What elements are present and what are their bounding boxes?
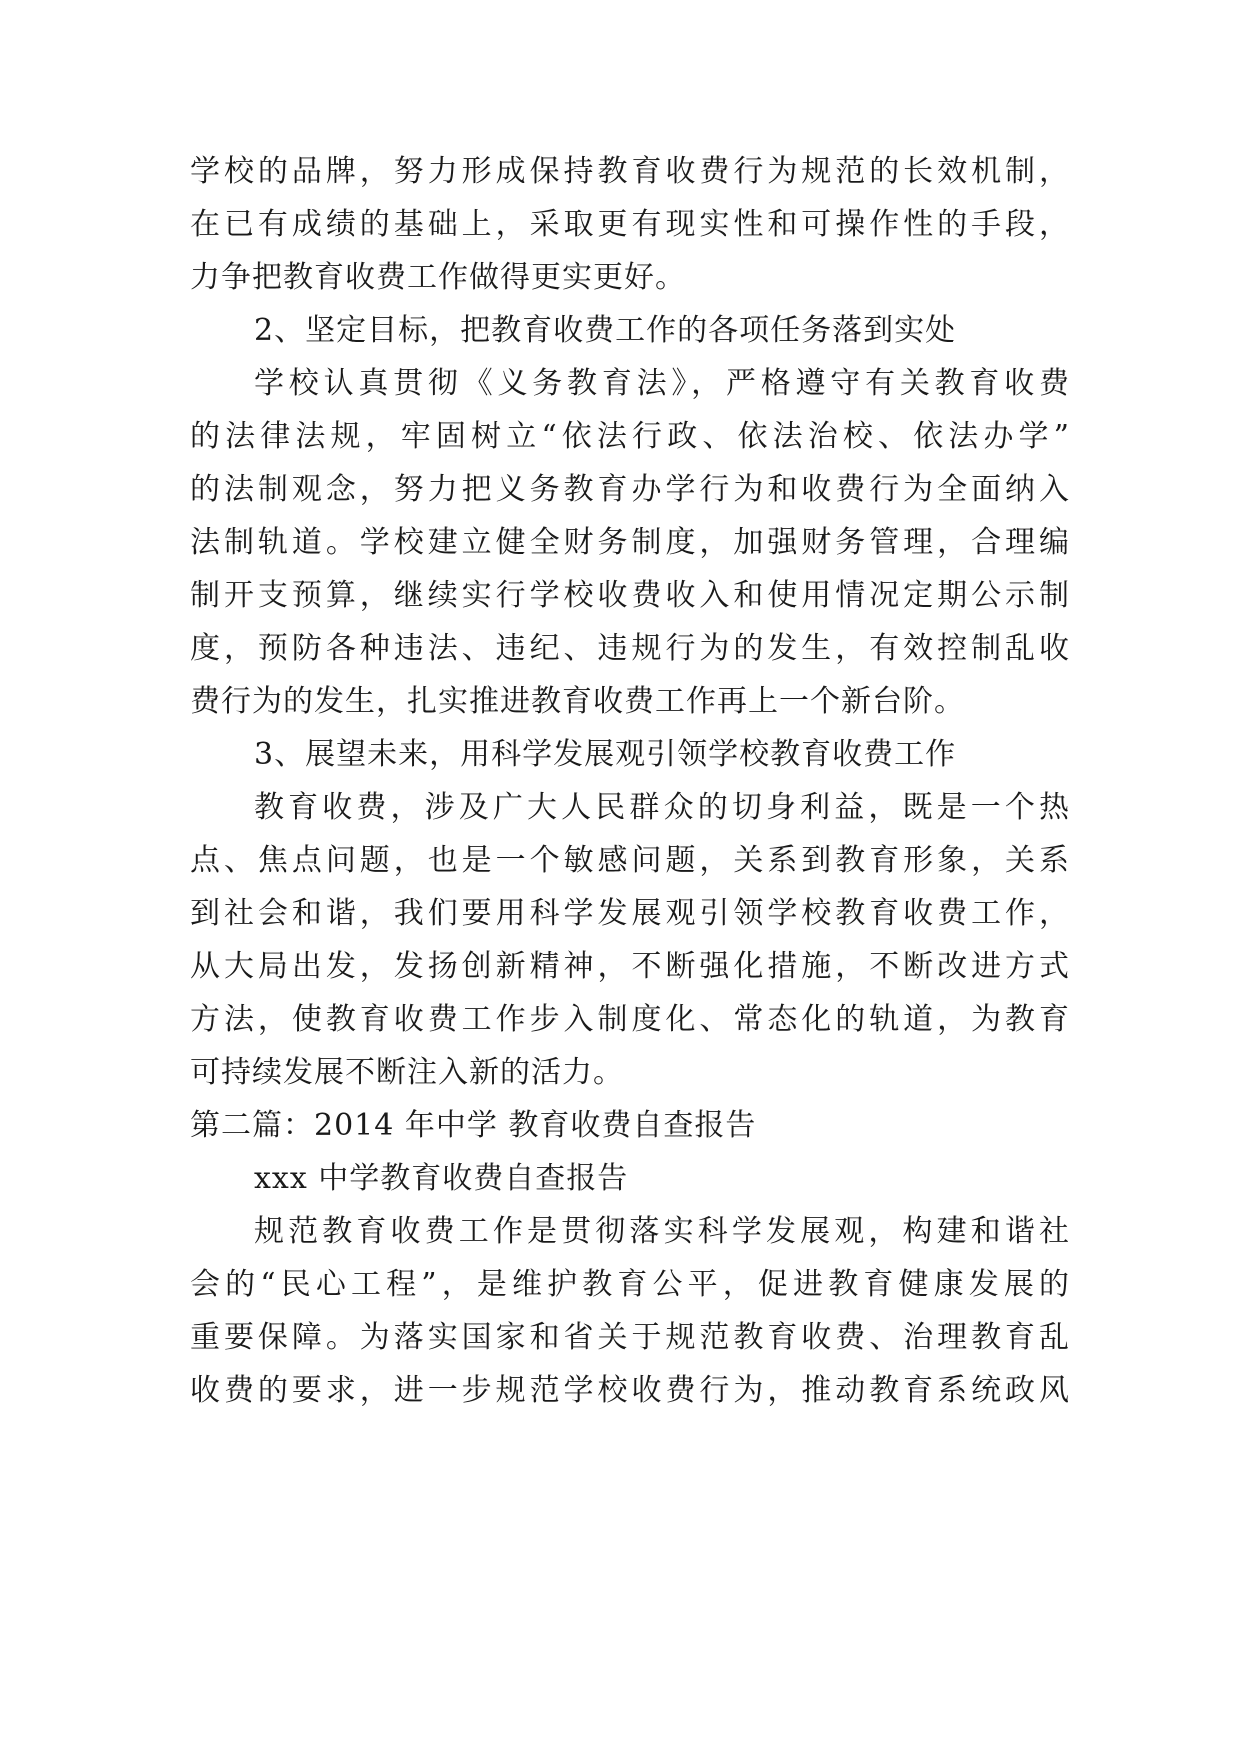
text-line: 收费的要求，进一步规范学校收费行为，推动教育系统政风	[190, 1373, 1070, 1408]
text-line: 制开支预算，继续实行学校收费收入和使用情况定期公示制	[190, 578, 1070, 613]
text-line: 的法律法规，牢固树立“依法行政、依法治校、依法办学”	[190, 419, 1070, 454]
text-line: 教育收费，涉及广大人民群众的切身利益，既是一个热	[254, 790, 1070, 825]
text-line: 到社会和谐，我们要用科学发展观引领学校教育收费工作，	[190, 896, 1070, 931]
text-line: 在已有成绩的基础上，采取更有现实性和可操作性的手段，	[190, 207, 1070, 242]
text-line: 度，预防各种违法、违纪、违规行为的发生，有效控制乱收	[190, 631, 1070, 666]
text-line: 点、焦点问题，也是一个敏感问题，关系到教育形象，关系	[190, 843, 1070, 878]
text-line: 费行为的发生，扎实推进教育收费工作再上一个新台阶。	[190, 684, 965, 719]
section-heading: 3、展望未来，用科学发展观引领学校教育收费工作	[254, 737, 957, 772]
text-line: 方法，使教育收费工作步入制度化、常态化的轨道，为教育	[190, 1002, 1070, 1037]
report-title: xxx 中学教育收费自查报告	[254, 1161, 629, 1196]
chapter-title: 第二篇：2014 年中学 教育收费自查报告	[190, 1108, 757, 1143]
text-line: 重要保障。为落实国家和省关于规范教育收费、治理教育乱	[190, 1320, 1070, 1355]
text-line: 学校的品牌，努力形成保持教育收费行为规范的长效机制，	[190, 154, 1070, 189]
text-line: 学校认真贯彻《义务教育法》，严格遵守有关教育收费	[254, 366, 1070, 401]
text-line: 从大局出发，发扬创新精神，不断强化措施，不断改进方式	[190, 949, 1070, 984]
text-line: 法制轨道。学校建立健全财务制度，加强财务管理，合理编	[190, 525, 1070, 560]
text-line: 力争把教育收费工作做得更实更好。	[190, 260, 686, 295]
text-line: 的法制观念，努力把义务教育办学行为和收费行为全面纳入	[190, 472, 1070, 507]
text-line: 可持续发展不断注入新的活力。	[190, 1055, 624, 1090]
section-heading: 2、坚定目标，把教育收费工作的各项任务落到实处	[254, 313, 957, 348]
text-line: 规范教育收费工作是贯彻落实科学发展观，构建和谐社	[254, 1214, 1070, 1249]
text-line: 会的“民心工程”，是维护教育公平，促进教育健康发展的	[190, 1267, 1070, 1302]
